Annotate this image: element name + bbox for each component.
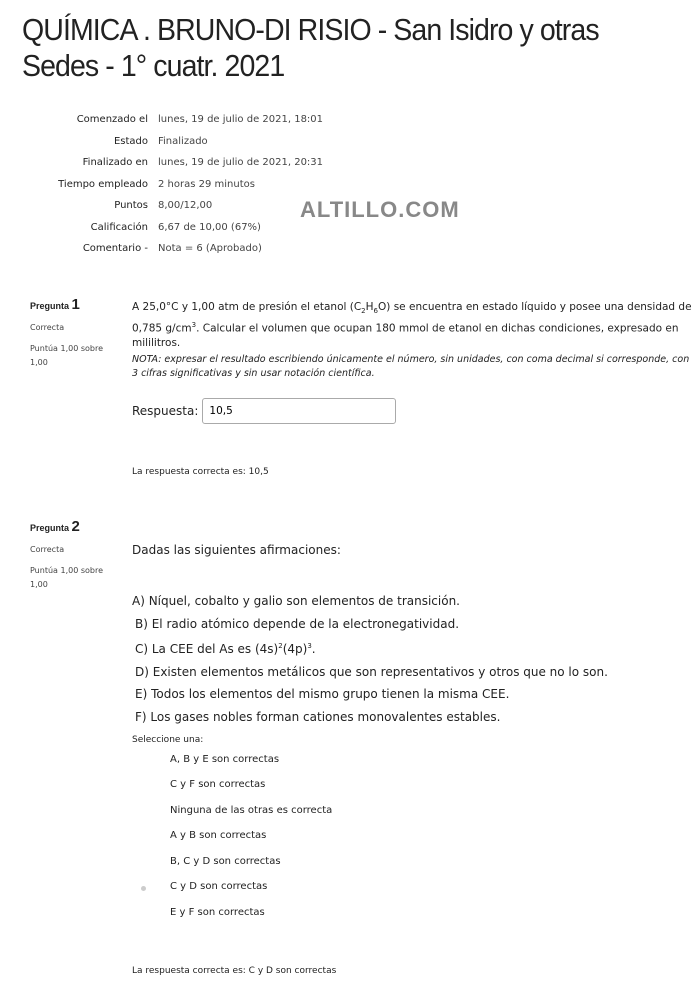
summary-label: Estado	[113, 135, 148, 147]
question-state: Correcta	[30, 323, 65, 332]
summary-value: Nota = 6 (Aprobado)	[158, 243, 262, 254]
page-title: QUÍMICA . BRUNO-DI RISIO - San Isidro y otras Sedes - 1° cuatr. 2021	[22, 12, 599, 83]
question-2-info	[30, 518, 110, 602]
option[interactable]: E y F son correctas	[170, 907, 265, 918]
option[interactable]: C y F son correctas	[170, 779, 266, 790]
question-note: NOTA: expresar el resultado escribiendo únicamente el número, sin unidades, con coma decimal si corresponde, con 3 cifras significativas y sin usar notación científica.	[132, 353, 690, 379]
question-1-info	[30, 296, 110, 380]
summary-label: Comenzado el	[76, 114, 148, 125]
option-selected[interactable]: C y D son correctas	[170, 881, 268, 892]
selected-radio[interactable]	[141, 886, 146, 891]
question-score: Puntúa 1,00 sobre 1,00	[30, 344, 104, 367]
summary-label: Calificación	[90, 221, 148, 233]
summary-value: 2 horas 29 minutos	[158, 178, 255, 190]
question-1-text	[132, 300, 692, 381]
question-state: Correcta	[30, 545, 65, 554]
text: H	[365, 301, 374, 313]
text: A 25,0°C y 1,00 atm de presión el etanol (C	[132, 301, 362, 313]
answer-input[interactable]	[202, 398, 396, 424]
text: .	[311, 642, 316, 656]
watermark: ALTILLO.COM	[300, 197, 460, 222]
superscript: 3	[307, 642, 312, 650]
statement-a: A) Níquel, cobalto y galio son elementos de transición.	[132, 594, 460, 608]
option[interactable]: B, C y D son correctas	[170, 856, 281, 867]
summary-value: 8,00/12,00	[158, 200, 213, 211]
question-intro: Dadas las siguientes afirmaciones:	[132, 543, 341, 557]
summary-value: lunes, 19 de julio de 2021, 20:31	[158, 157, 324, 168]
superscript: 3	[191, 321, 197, 330]
subscript: 2	[361, 307, 366, 316]
statement-d: D) Existen elementos metálicos que son representativos y otros que no lo son.	[135, 664, 608, 679]
answer-row	[132, 398, 396, 424]
text: C) La CEE del As es (4s)	[135, 642, 279, 656]
question-number: 1	[71, 296, 80, 313]
summary-label: Tiempo empleado	[58, 178, 148, 190]
question-score: Puntúa 1,00 sobre 1,00	[30, 566, 104, 589]
text: . Calcular el volumen que ocupan 180 mmol de etanol en dichas condiciones, expresado en mililitros.	[132, 322, 679, 349]
attempt-summary	[0, 114, 323, 265]
summary-value: 6,67 de 10,00 (67%)	[158, 221, 261, 233]
select-prompt: Seleccione una:	[132, 735, 204, 745]
superscript: 2	[278, 642, 283, 650]
answer-label: Respuesta:	[132, 404, 199, 418]
option[interactable]: A, B y E son correctas	[170, 754, 280, 765]
statement-e: E) Todos los elementos del mismo grupo tienen la misma CEE.	[135, 687, 510, 701]
summary-value: Finalizado	[158, 135, 208, 147]
option[interactable]: A y B son correctas	[170, 830, 267, 841]
correct-answer: La respuesta correcta es: 10,5	[132, 467, 269, 477]
summary-label: Finalizado en	[82, 157, 148, 168]
summary-label: Comentario -	[82, 243, 148, 254]
option[interactable]: Ninguna de las otras es correcta	[170, 805, 333, 816]
summary-value: lunes, 19 de julio de 2021, 18:01	[158, 114, 324, 125]
correct-answer: La respuesta correcta es: C y D son correctas	[132, 966, 337, 976]
text: O) se encuentra en estado líquido y posee una densidad de 0,785 g/cm	[132, 301, 692, 335]
statement-f: F) Los gases nobles forman cationes monovalentes estables.	[135, 709, 501, 724]
question-label: Pregunta	[30, 301, 70, 311]
statement-b: B) El radio atómico depende de la electronegatividad.	[135, 616, 460, 631]
subscript: 6	[373, 307, 379, 316]
question-number: 2	[71, 518, 80, 535]
statements	[132, 590, 608, 728]
statement-c	[135, 635, 608, 661]
text: (4p)	[282, 642, 308, 656]
summary-label: Puntos	[114, 200, 148, 211]
question-label: Pregunta	[30, 523, 70, 533]
